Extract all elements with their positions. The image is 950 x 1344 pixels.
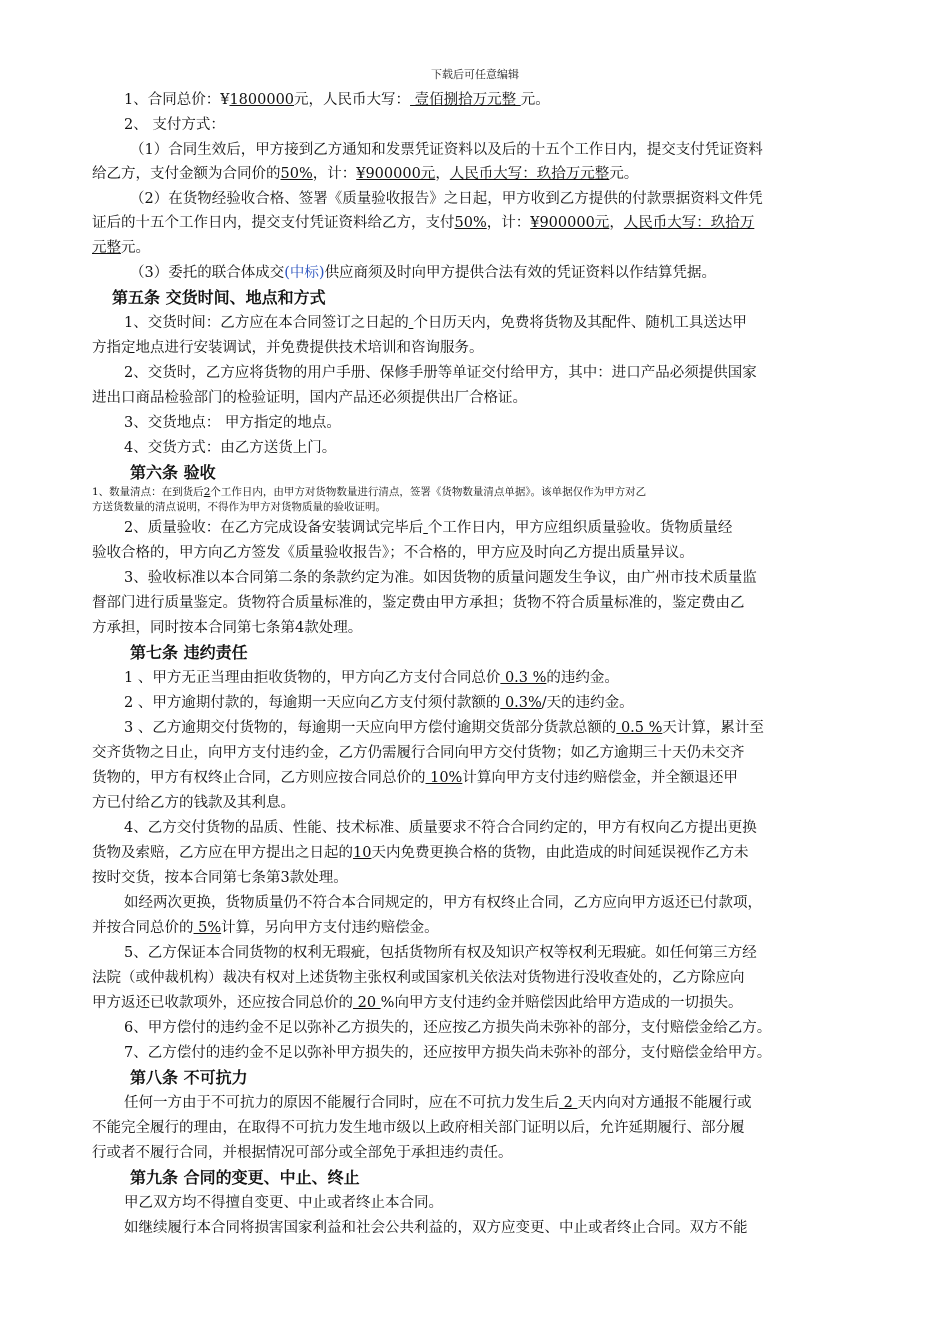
- text-line: [124, 410, 341, 436]
- filled-blank: 人民币大写：玖拾万: [623, 215, 755, 231]
- text-span: 1、数量清点：在到货后: [92, 486, 204, 498]
- text-span: ，计：: [312, 166, 357, 182]
- text-span: 1 、甲方无正当理由拒收货物的，甲方向乙方支付合同总价: [124, 670, 501, 686]
- text-line: [92, 1140, 513, 1166]
- text-span: 供应商须及时向甲方提供合法有效的凭证资料以作结算凭据。: [324, 265, 717, 281]
- text-span: 个日历天内，免费将货物及其配件、随机工具送达甲: [413, 315, 747, 331]
- text-span: 行或者不履行合同，并根据情况可部分或全部免于承担违约责任。: [92, 1145, 513, 1161]
- text-span: 元。: [609, 166, 639, 182]
- section-heading: [130, 640, 248, 666]
- text-span: 证后的十五个工作日内，提交支付凭证资料给乙方，支付: [92, 215, 455, 231]
- text-span: 5、乙方保证本合同货物的权利无瑕疵，包括货物所有权及知识产权等权利无瑕疵。如任何第三方经: [124, 945, 757, 961]
- text-span: 3、验收标准以本合同第二条的条款约定为准。如因货物的质量问题发生争议，由广州市技术质量监: [124, 570, 757, 586]
- text-span: 按时交货，按本合同第七条第3款处理。: [92, 870, 348, 886]
- filled-blank: ¥900000元: [356, 166, 436, 182]
- text-span: 7、乙方偿付的违约金不足以弥补甲方损失的，还应按甲方损失尚未弥补的部分，支付赔偿金给甲方。: [124, 1045, 772, 1061]
- text-span: 甲方返还已收款项外，还应按合同总价的: [92, 995, 353, 1011]
- filled-blank: 5%: [193, 920, 222, 936]
- text-span: 计算向甲方支付违约赔偿金，并全额退还甲: [462, 770, 738, 786]
- section-heading: [130, 460, 216, 486]
- text-span: ，: [609, 215, 624, 231]
- text-span: 不能完全履行的理由，在取得不可抗力发生地市级以上政府相关部门证明以后，允许延期履行、部分履: [92, 1120, 745, 1136]
- filled-blank: 1800000: [229, 92, 295, 108]
- text-span: 第七条 违约责任: [130, 643, 248, 662]
- text-span: 督部门进行质量鉴定。货物符合质量标准的，鉴定费由甲方承担；货物不符合质量标准的，鉴定费由乙: [92, 595, 745, 611]
- text-span: 2、 支付方式：: [124, 117, 225, 133]
- text-span: （1）合同生效后，甲方接到乙方通知和发票凭证资料以及后的十五个工作日内，提交支付凭证资料: [130, 142, 763, 158]
- text-line: [124, 310, 747, 336]
- text-line: [124, 515, 732, 541]
- text-span: 任何一方由于不可抗力的原因不能履行合同时，应在不可抗力发生后: [124, 1095, 559, 1111]
- text-span: 天内向对方通报不能履行或: [577, 1095, 752, 1111]
- text-line: [124, 1190, 443, 1216]
- filled-blank: 人民币大写：玖拾万元整: [449, 166, 610, 182]
- text-span: 方承担，同时按本合同第七条第4款处理。: [92, 620, 363, 636]
- text-span: 第九条 合同的变更、中止、终止: [130, 1168, 360, 1187]
- text-span: 并按合同总价的: [92, 920, 194, 936]
- text-span: 货物及索赔，乙方应在甲方提出之日起的: [92, 845, 353, 861]
- text-line: [130, 137, 763, 163]
- text-line: [130, 260, 716, 286]
- text-line: [92, 865, 348, 891]
- filled-blank: 壹佰捌拾万元整: [410, 92, 521, 108]
- text-span: 1、合同总价：¥: [124, 92, 230, 108]
- filled-blank: 50%: [280, 166, 313, 182]
- text-line: [92, 990, 742, 1016]
- filled-blank: 0.3%: [500, 695, 542, 711]
- text-line: [124, 360, 757, 386]
- text-line: [92, 499, 386, 515]
- text-line: [124, 87, 550, 113]
- text-line: [92, 840, 748, 866]
- filled-blank: 10%: [425, 770, 463, 786]
- text-span: ，计：: [486, 215, 531, 231]
- text-span: 天计算，累计至: [662, 720, 764, 736]
- text-line: [124, 815, 757, 841]
- text-line: [124, 1040, 771, 1066]
- filled-blank: 10: [353, 845, 372, 861]
- text-line: [92, 385, 527, 411]
- text-span: 元。: [121, 240, 150, 256]
- text-span: （3）委托的联合体成交: [130, 265, 285, 281]
- filled-blank: 0.5 %: [616, 720, 663, 736]
- text-line: [124, 1015, 771, 1041]
- text-line: [92, 615, 362, 641]
- filled-blank: 元整: [92, 240, 121, 256]
- text-line: [124, 690, 634, 716]
- text-span: /天的违约金。: [541, 695, 634, 711]
- text-span: 计算，另向甲方支付违约赔偿金。: [221, 920, 439, 936]
- text-span: %向甲方支付违约金并赔偿因此给甲方造成的一切损失。: [380, 995, 743, 1011]
- text-span: 3 、乙方逾期交付货物的，每逾期一天应向甲方偿付逾期交货部分货款总额的: [124, 720, 617, 736]
- text-span: 第六条 验收: [130, 463, 216, 482]
- filled-blank: ¥900000元: [530, 215, 610, 231]
- text-line: [92, 235, 150, 261]
- text-line: [124, 435, 336, 461]
- text-span: 3、交货地点： 甲方指定的地点。: [124, 415, 341, 431]
- text-span: 2、质量验收：在乙方完成设备安装调试完毕后: [124, 520, 424, 536]
- text-line: [92, 484, 646, 500]
- filled-blank: 20: [353, 995, 381, 1011]
- text-span: 进出口商品检验部门的检验证明，国内产品还必须提供出厂合格证。: [92, 390, 527, 406]
- text-span: 如经两次更换，货物质量仍不符合本合同规定的，甲方有权终止合同，乙方应向甲方返还已付款项，: [124, 895, 762, 911]
- text-span: 1、交货时间：乙方应在本合同签订之日起的: [124, 315, 409, 331]
- text-line: [124, 665, 619, 691]
- text-span: 甲乙双方均不得擅自变更、中止或者终止本合同。: [124, 1195, 443, 1211]
- text-line: [124, 890, 762, 916]
- section-heading: [130, 1065, 248, 1091]
- text-line: [92, 1115, 745, 1141]
- text-line: [124, 112, 225, 138]
- text-line: [92, 790, 295, 816]
- text-line: [92, 590, 745, 616]
- text-span: 元。: [520, 92, 550, 108]
- text-line: [92, 210, 754, 236]
- text-line: [92, 740, 745, 766]
- text-span: 元，人民币大写：: [294, 92, 411, 108]
- text-span: 交齐货物之日止，向甲方支付违约金，乙方仍需履行合同向甲方交付货物；如乙方逾期三十天仍未交齐: [92, 745, 745, 761]
- text-span: 第八条 不可抗力: [130, 1068, 248, 1087]
- text-span: 4、交货方式：由乙方送货上门。: [124, 440, 337, 456]
- text-line: [92, 540, 694, 566]
- text-span: 天内免费更换合格的货物，由此造成的时间延误视作乙方未: [371, 845, 749, 861]
- text-span: 的违约金。: [546, 670, 619, 686]
- text-line: [124, 1090, 751, 1116]
- section-heading: [130, 1165, 360, 1191]
- filled-blank: 50%: [454, 215, 487, 231]
- text-line: [124, 715, 764, 741]
- text-span: 如继续履行本合同将损害国家利益和社会公共利益的，双方应变更、中止或者终止合同。双方不能: [124, 1220, 748, 1236]
- text-line: [124, 940, 757, 966]
- section-heading: [112, 285, 326, 311]
- text-span: 第五条 交货时间、地点和方式: [112, 288, 326, 307]
- text-span: 方指定地点进行安装调试，并免费提供技术培训和咨询服务。: [92, 340, 484, 356]
- text-line: [92, 915, 439, 941]
- text-line: [124, 1215, 748, 1241]
- page-header: 下载后可任意编辑: [431, 68, 519, 81]
- text-span: 方已付给乙方的钱款及其利息。: [92, 795, 295, 811]
- filled-blank: 2: [203, 486, 211, 498]
- text-line: [92, 335, 484, 361]
- text-span: 个工作日内，由甲方对货物数量进行清点，签署《货物数量清点单据》。该单据仅作为甲方对乙: [210, 486, 647, 498]
- text-span: 个工作日内，甲方应组织质量验收。货物质量经: [427, 520, 733, 536]
- text-span: 4、乙方交付货物的品质、性能、技术标准、质量要求不符合合同约定的，甲方有权向乙方提出更换: [124, 820, 757, 836]
- text-line: [130, 186, 763, 212]
- text-span: 法院（或仲裁机构）裁决有权对上述货物主张权利或国家机关依法对货物进行没收查处的，乙方除应向: [92, 970, 745, 986]
- text-span: 2、交货时，乙方应将货物的用户手册、保修手册等单证交付给甲方，其中：进口产品必须提供国家: [124, 365, 757, 381]
- text-span: 2 、甲方逾期付款的，每逾期一天应向乙方支付须付款额的: [124, 695, 501, 711]
- text-span: 方送货数量的清点说明，不得作为甲方对货物质量的验收证明。: [92, 501, 386, 513]
- text-line: [92, 161, 638, 187]
- filled-blank: 2: [559, 1095, 578, 1111]
- text-span: (中标): [284, 265, 325, 281]
- text-line: [92, 765, 738, 791]
- text-span: 货物的，甲方有权终止合同，乙方则应按合同总价的: [92, 770, 426, 786]
- text-span: 验收合格的，甲方向乙方签发《质量验收报告》；不合格的，甲方应及时向乙方提出质量异议。: [92, 545, 694, 561]
- text-span: （2）在货物经验收合格、签署《质量验收报告》之日起，甲方收到乙方提供的付款票据资料文件凭: [130, 191, 763, 207]
- text-line: [124, 565, 757, 591]
- text-span: 6、甲方偿付的违约金不足以弥补乙方损失的，还应按乙方损失尚未弥补的部分，支付赔偿金给乙方。: [124, 1020, 772, 1036]
- text-line: [92, 965, 745, 991]
- filled-blank: 0.3 %: [500, 670, 547, 686]
- text-span: ，: [435, 166, 450, 182]
- text-span: 给乙方，支付金额为合同价的: [92, 166, 281, 182]
